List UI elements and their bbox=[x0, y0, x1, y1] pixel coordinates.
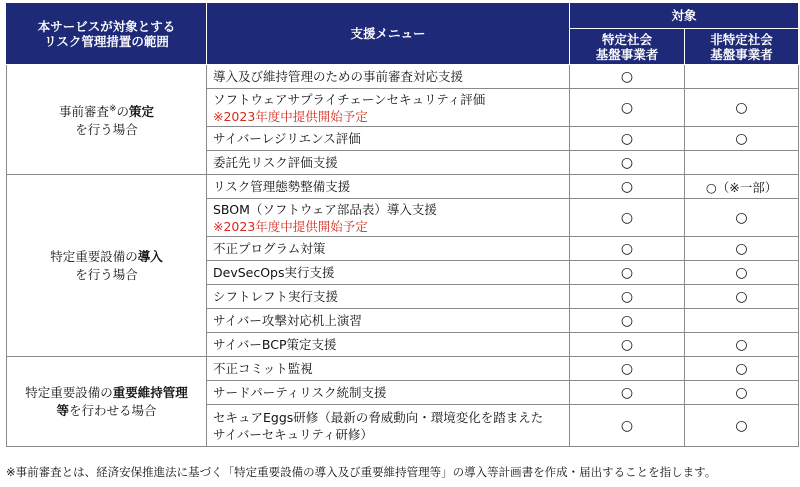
non-specified-operator-header: 非特定社会 基盤事業者 bbox=[685, 29, 799, 65]
specified-mark: ○ bbox=[570, 199, 685, 237]
menu-cell bbox=[207, 127, 570, 151]
menu-label: サードパーティリスク統制支援 bbox=[213, 385, 387, 400]
non-specified-mark bbox=[685, 309, 799, 333]
menu-cell bbox=[207, 175, 570, 199]
scope-emphasis: 策定 bbox=[129, 104, 155, 120]
menu-label: ソフトウェアサプライチェーンセキュリティ評価 bbox=[213, 91, 486, 107]
menu-cell bbox=[207, 405, 570, 447]
specified-mark: ○ bbox=[570, 127, 685, 151]
non-specified-mark: ○ bbox=[685, 405, 799, 447]
menu-cell bbox=[207, 381, 570, 405]
menu-label: リスク管理態勢整備支援 bbox=[213, 179, 351, 194]
release-note: ※2023年度中提供開始予定 bbox=[213, 218, 368, 234]
menu-label: サイバーレジリエンス評価 bbox=[213, 131, 361, 146]
non-specified-mark: ○ bbox=[685, 199, 799, 237]
menu-cell bbox=[207, 261, 570, 285]
non-specified-mark bbox=[685, 65, 799, 89]
release-note: ※2023年度中提供開始予定 bbox=[213, 108, 368, 124]
specified-mark: ○ bbox=[570, 285, 685, 309]
menu-label: サイバー攻撃対応机上演習 bbox=[213, 313, 362, 328]
specified-mark: ○ bbox=[570, 309, 685, 333]
menu-cell bbox=[207, 237, 570, 261]
scope-cell bbox=[7, 65, 207, 175]
menu-label: シフトレフト実行支援 bbox=[213, 289, 339, 304]
non-specified-mark: ○ bbox=[685, 285, 799, 309]
non-specified-mark bbox=[685, 151, 799, 175]
non-specified-mark: ○ bbox=[685, 357, 799, 381]
scope-header: 本サービスが対象とする リスク管理措置の範囲 bbox=[7, 3, 207, 65]
non-specified-mark: ○ bbox=[685, 381, 799, 405]
specified-operator-header: 特定社会 基盤事業者 bbox=[570, 29, 685, 65]
scope-emphasis: 導入 bbox=[137, 248, 163, 264]
menu-cell bbox=[207, 285, 570, 309]
menu-cell bbox=[207, 151, 570, 175]
menu-cell bbox=[207, 333, 570, 357]
scope-text: 特定重要設備の bbox=[25, 384, 113, 400]
scope-text: を行わせる場合 bbox=[69, 402, 157, 418]
scope-cell bbox=[7, 357, 207, 447]
target-header: 対象 bbox=[570, 3, 799, 29]
specified-mark: ○ bbox=[570, 65, 685, 89]
table-body bbox=[7, 65, 799, 447]
scope-text: を行う場合 bbox=[75, 266, 138, 282]
menu-label: DevSecOps実行支援 bbox=[213, 265, 335, 280]
menu-label: SBOM（ソフトウェア部品表）導入支援 bbox=[213, 201, 437, 217]
support-menu-table bbox=[6, 2, 799, 447]
scope-cell bbox=[7, 175, 207, 357]
menu-cell bbox=[207, 199, 570, 237]
non-specified-mark: ○（※一部） bbox=[685, 175, 799, 199]
specified-mark: ○ bbox=[570, 333, 685, 357]
non-specified-mark: ○ bbox=[685, 237, 799, 261]
specified-mark: ○ bbox=[570, 151, 685, 175]
menu-cell bbox=[207, 357, 570, 381]
menu-cell bbox=[207, 309, 570, 333]
specified-mark: ○ bbox=[570, 381, 685, 405]
menu-label: 導入及び維持管理のための事前審査対応支援 bbox=[213, 69, 464, 84]
menu-cell bbox=[207, 65, 570, 89]
specified-mark: ○ bbox=[570, 237, 685, 261]
footnote: ※事前審査とは、経済安保推進法に基づく「特定重要設備の導入及び重要維持管理等」の導入等計画書を作成・届出することを指します。 bbox=[6, 465, 717, 479]
non-specified-mark: ○ bbox=[685, 333, 799, 357]
scope-emphasis: 重要維持管理 bbox=[112, 384, 188, 400]
specified-mark: ○ bbox=[570, 261, 685, 285]
scope-text: 特定重要設備の bbox=[50, 248, 138, 264]
non-specified-mark: ○ bbox=[685, 261, 799, 285]
table-row bbox=[7, 65, 799, 89]
specified-mark: ○ bbox=[570, 175, 685, 199]
specified-mark: ○ bbox=[570, 89, 685, 127]
menu-label: セキュアEggs研修（最新の脅威動向・環境変化を踏まえた bbox=[213, 409, 544, 425]
specified-mark: ○ bbox=[570, 405, 685, 447]
specified-mark: ○ bbox=[570, 357, 685, 381]
scope-text: 事前審査 bbox=[58, 104, 109, 120]
table-row bbox=[7, 357, 799, 381]
menu-label: 不正プログラム対策 bbox=[213, 241, 326, 256]
scope-text: の bbox=[116, 104, 130, 120]
non-specified-mark: ○ bbox=[685, 127, 799, 151]
menu-label: 委託先リスク評価支援 bbox=[213, 155, 338, 170]
scope-text: を行う場合 bbox=[75, 122, 138, 138]
menu-label-continued: サイバーセキュリティ研修） bbox=[213, 426, 373, 442]
menu-header: 支援メニュー bbox=[207, 3, 570, 65]
table-row bbox=[7, 175, 799, 199]
non-specified-mark: ○ bbox=[685, 89, 799, 127]
menu-label: 不正コミット監視 bbox=[213, 361, 313, 376]
menu-cell bbox=[207, 89, 570, 127]
menu-label: サイバーBCP策定支援 bbox=[213, 337, 337, 352]
scope-emphasis: 等 bbox=[56, 402, 69, 418]
scope-text: ※ bbox=[108, 103, 117, 114]
